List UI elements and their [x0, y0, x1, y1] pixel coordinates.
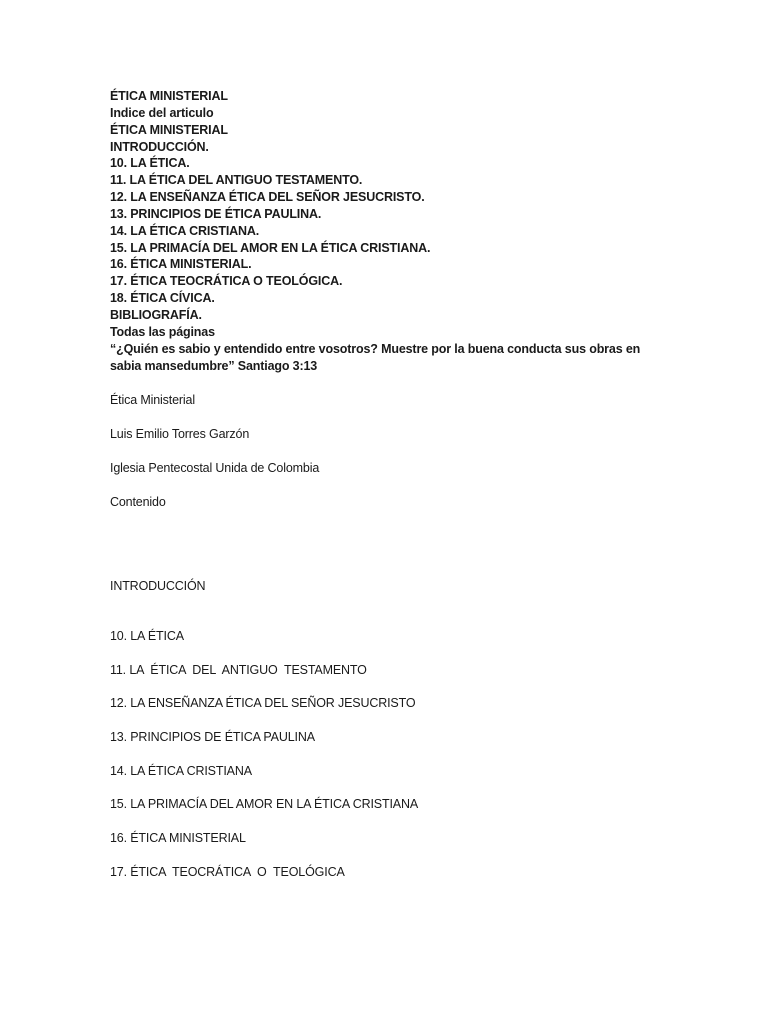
toc-item: 17. ÉTICA TEOCRÁTICA O TEOLÓGICA — [110, 865, 345, 879]
index-item: ÉTICA MINISTERIAL — [110, 122, 228, 137]
index-item: INTRODUCCIÓN. — [110, 139, 209, 154]
index-item: 17. ÉTICA TEOCRÁTICA O TEOLÓGICA. — [110, 274, 343, 289]
toc-item: 15. LA PRIMACÍA DEL AMOR EN LA ÉTICA CRISTIANA — [110, 797, 419, 811]
toc-item: 14. LA ÉTICA CRISTIANA — [110, 764, 252, 778]
index-item: 13. PRINCIPIOS DE ÉTICA PAULINA. — [110, 206, 322, 221]
toc-item: 11. LA ÉTICA DEL ANTIGUO TESTAMENTO — [110, 663, 367, 677]
index-item: 16. ÉTICA MINISTERIAL. — [110, 257, 252, 272]
toc-item: 10. LA ÉTICA — [110, 629, 184, 643]
index-item: 14. LA ÉTICA CRISTIANA. — [110, 223, 260, 238]
index-item: 18. ÉTICA CÍVICA. — [110, 291, 215, 306]
index-heading: Indice del articulo — [110, 105, 214, 120]
document-title: ÉTICA MINISTERIAL — [110, 89, 228, 103]
toc-item-introduction: INTRODUCCIÓN — [110, 579, 206, 593]
index-item: 12. LA ENSEÑANZA ÉTICA DEL SEÑOR JESUCRISTO. — [110, 190, 425, 205]
index-item: BIBLIOGRAFÍA. — [110, 307, 202, 322]
document-page — [110, 88, 670, 879]
index-item: 10. LA ÉTICA. — [110, 156, 190, 171]
subtitle: Ética Ministerial — [110, 393, 195, 407]
toc-item: 13. PRINCIPIOS DE ÉTICA PAULINA — [110, 730, 315, 744]
index-item: 15. LA PRIMACÍA DEL AMOR EN LA ÉTICA CRISTIANA. — [110, 240, 431, 255]
church-name: Iglesia Pentecostal Unida de Colombia — [110, 461, 320, 475]
article-index-block — [110, 88, 670, 374]
author-name: Luis Emilio Torres Garzón — [110, 427, 250, 441]
index-item: 11. LA ÉTICA DEL ANTIGUO TESTAMENTO. — [110, 173, 363, 188]
contents-label: Contenido — [110, 495, 166, 509]
all-pages-label: Todas las páginas — [110, 324, 215, 339]
toc-item: 12. LA ENSEÑANZA ÉTICA DEL SEÑOR JESUCRISTO — [110, 696, 416, 710]
toc-item: 16. ÉTICA MINISTERIAL — [110, 831, 246, 845]
scripture-quote: “¿Quién es sabio y entendido entre vosotros? Muestre por la buena conducta sus obras en sabia mansedumbre” Santiago 3:13 — [110, 341, 641, 373]
